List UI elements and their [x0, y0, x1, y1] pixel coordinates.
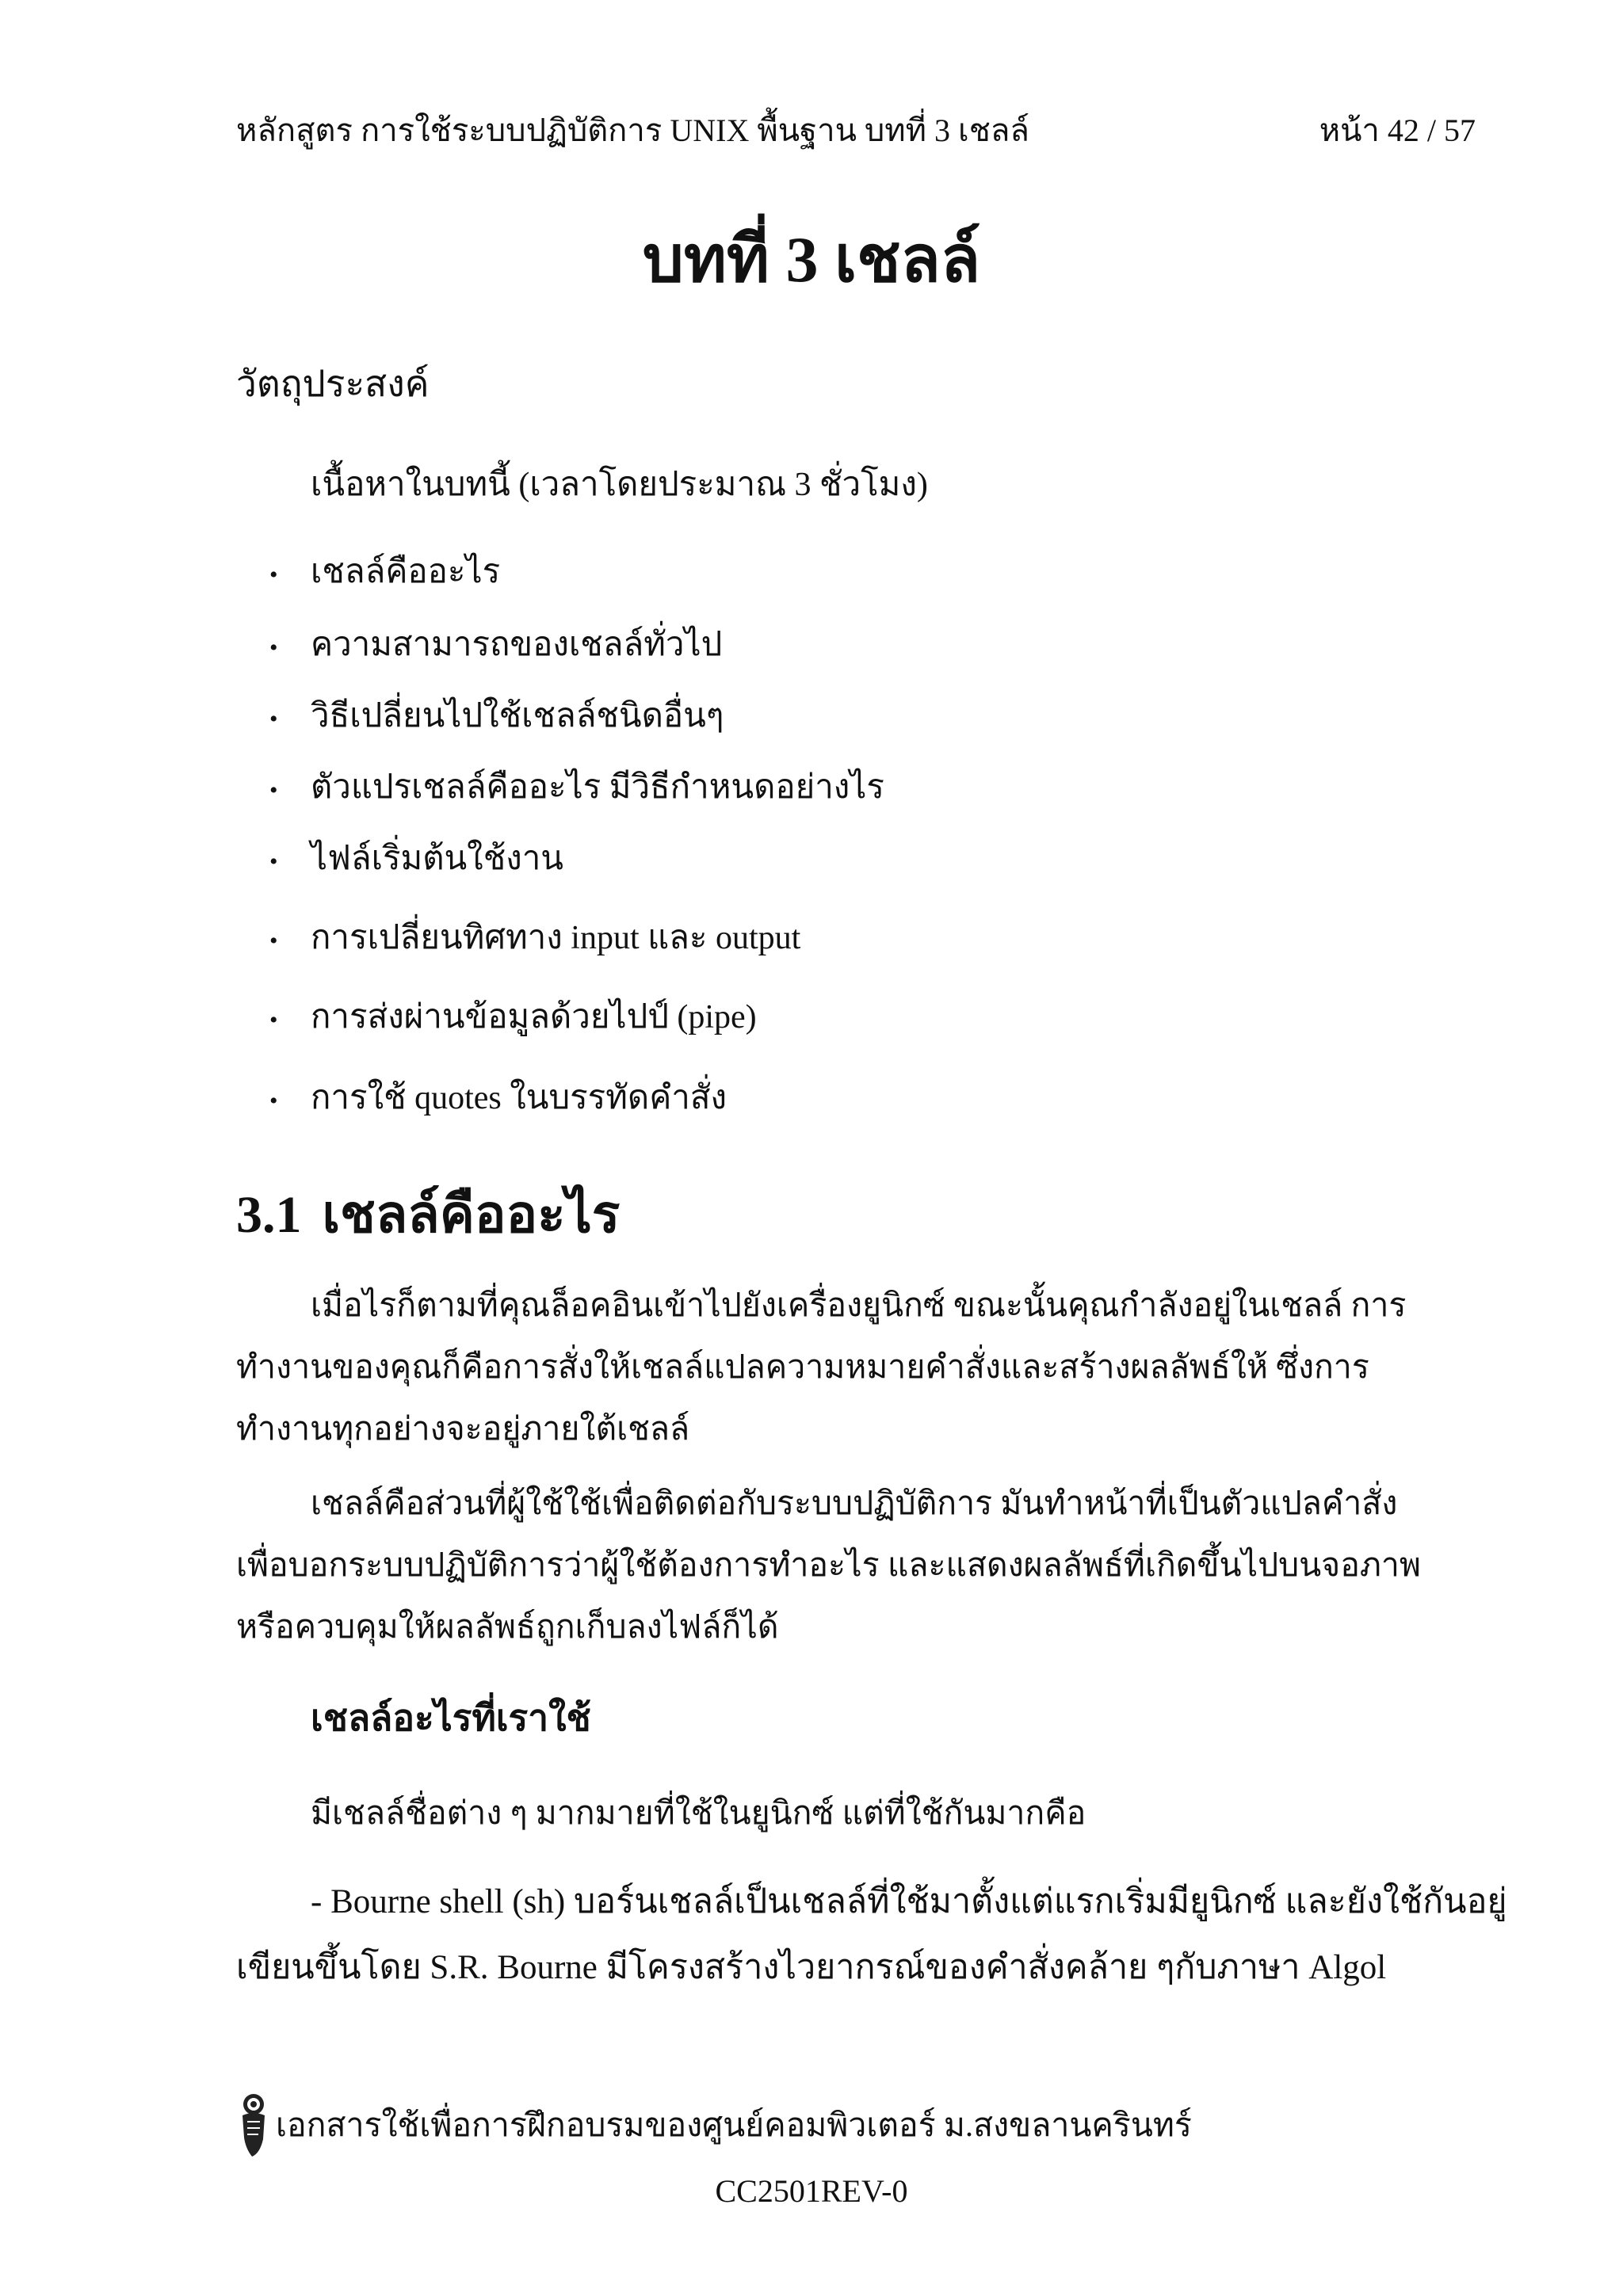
- list-item: • ความสามารถของเชลล์ทั่วไป: [269, 627, 723, 663]
- footer: [236, 2092, 1192, 2158]
- paragraph: - Bourne shell (sh) บอร์นเชลล์เป็นเชลล์ที่ใช้มาตั้งแต่แรกเริ่มมียูนิกซ์ และยังใช้กันอยู่: [311, 1883, 1507, 1920]
- bullet-icon: •: [269, 1088, 278, 1114]
- bullet-icon: •: [269, 562, 278, 588]
- paragraph: มีเชลล์ชื่อต่าง ๆ มากมายที่ใช้ในยูนิกซ์ แต่ที่ใช้กันมากคือ: [311, 1794, 1086, 1831]
- list-item: • การใช้ quotes ในบรรทัดคำสั่ง: [269, 1080, 727, 1116]
- chapter-title: บทที่ 3 เชลล์: [642, 223, 981, 296]
- objective-label: วัตถุประสงค์: [236, 364, 430, 404]
- bullet-icon: •: [269, 706, 278, 732]
- bullet-icon: •: [269, 928, 278, 954]
- list-item: • การส่งผ่านข้อมูลด้วยไปป์ (pipe): [269, 999, 757, 1035]
- paragraph: เขียนขึ้นโดย S.R. Bourne มีโครงสร้างไวยากรณ์ของคำสั่งคล้าย ๆกับภาษา Algol: [236, 1949, 1387, 1986]
- paragraph: เชลล์คือส่วนที่ผู้ใช้ใช้เพื่อติดต่อกับระบบปฏิบัติการ มันทำหน้าที่เป็นตัวแปลคำสั่ง เพื่อบอกระบบปฏิบัติการว่าผู้ใช้ต้องการทำอะไร และแสดงผลลัพธ์ที่เกิดขึ้นไปบนจอภาพหรือควบคุมให้ผลลัพธ์ถูกเก็บลงไฟล์ก็ได้: [236, 1485, 1421, 1645]
- section-title: เชลล์คืออะไร: [322, 1186, 621, 1244]
- document-code: CC2501REV-0: [715, 2173, 908, 2209]
- monk-logo-icon: [236, 2092, 271, 2158]
- subheading: เชลล์อะไรที่เราใช้: [311, 1698, 591, 1738]
- bullet-icon: •: [269, 777, 278, 803]
- list-item: • ไฟล์เริ่มต้นใช้งาน: [269, 841, 563, 877]
- page-number: หน้า 42 / 57: [1319, 113, 1476, 148]
- list-item: • เชลล์คืออะไร: [269, 554, 501, 590]
- bullet-icon: •: [269, 635, 278, 661]
- footer-text: เอกสารใช้เพื่อการฝึกอบรมของศูนย์คอมพิวเตอร์ ม.สงขลานครินทร์: [276, 2106, 1192, 2143]
- chapter-intro: เนื้อหาในบทนี้ (เวลาโดยประมาณ 3 ชั่วโมง): [311, 467, 928, 503]
- paragraph: เมื่อไรก็ตามที่คุณล็อคอินเข้าไปยังเครื่องยูนิกซ์ ขณะนั้นคุณกำลังอยู่ในเชลล์ การทำงานของคุณก็คือการสั่งให้เชลล์แปลความหมายคำสั่งและสร้างผลลัพธ์ให้ ซึ่งการทำงานทุกอย่างจะอยู่ภายใต้เชลล์: [236, 1287, 1407, 1447]
- list-item: • ตัวแปรเชลล์คืออะไร มีวิธีกำหนดอย่างไร: [269, 769, 884, 806]
- section-heading: [236, 1173, 620, 1256]
- list-item: • การเปลี่ยนทิศทาง input และ output: [269, 920, 801, 956]
- running-header-title: หลักสูตร การใช้ระบบปฏิบัติการ UNIX พื้นฐาน บทที่ 3 เชลล์: [236, 113, 1029, 148]
- bullet-icon: •: [269, 1007, 278, 1033]
- section-number: 3.1: [236, 1186, 302, 1244]
- bullet-icon: •: [269, 849, 278, 875]
- list-item: • วิธีเปลี่ยนไปใช้เชลล์ชนิดอื่นๆ: [269, 698, 724, 734]
